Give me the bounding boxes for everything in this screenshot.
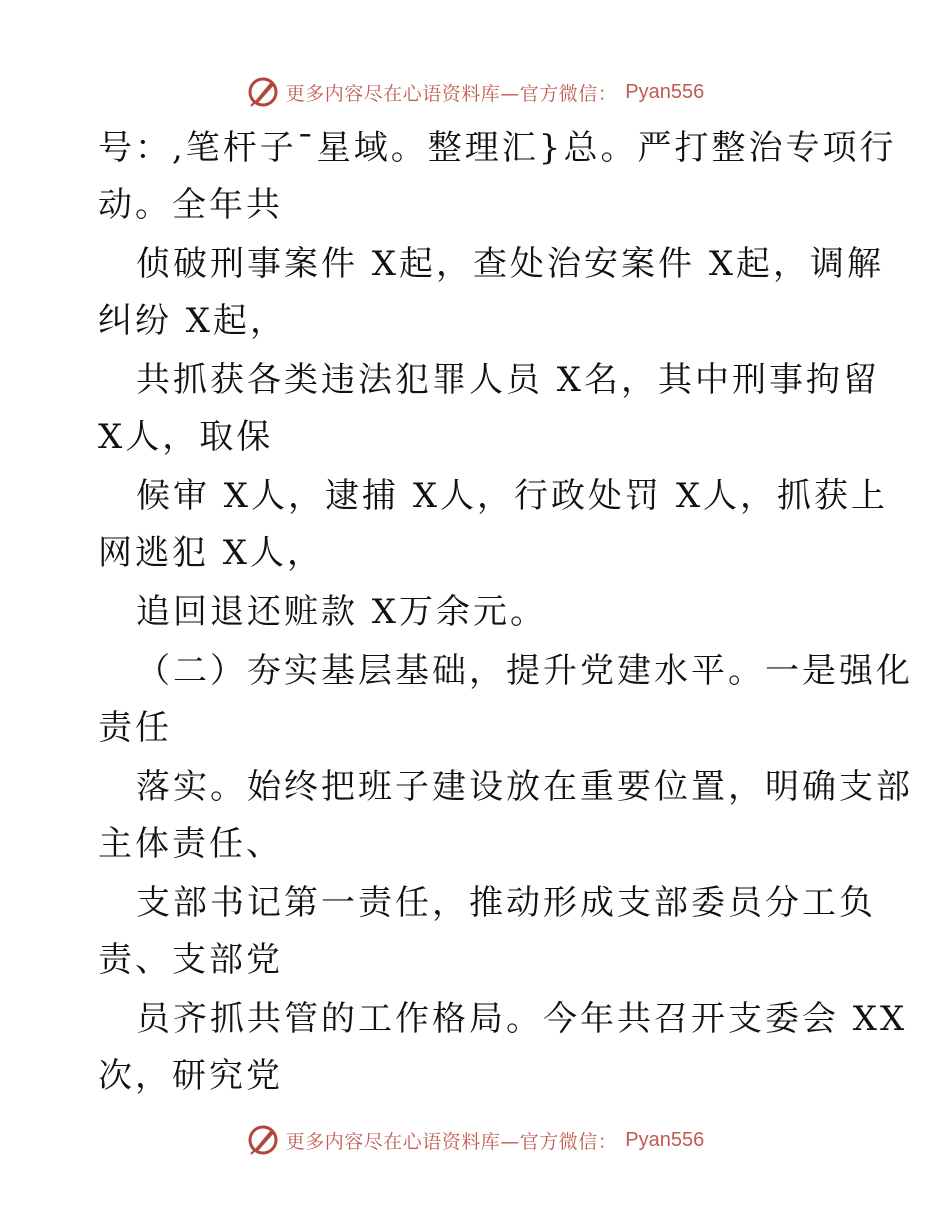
text-line: （二）夯实基层基础，提升党建水平。一是强化 bbox=[136, 651, 913, 691]
watermark-text: 更多内容尽在心语资料库—官方微信： bbox=[285, 82, 618, 105]
text-line: 支部书记第一责任，推动形成支部委员分工负 bbox=[136, 883, 876, 923]
text-line: 次，研究党 bbox=[98, 1056, 283, 1096]
watermark-wechat-id: Pyan556 bbox=[625, 1128, 705, 1151]
watermark-wechat-id: Pyan556 bbox=[625, 80, 705, 103]
quill-logo-icon bbox=[246, 75, 280, 109]
text-line: 共抓获各类违法犯罪人员 X名，其中刑事拘留 bbox=[136, 360, 881, 400]
text-line: 责、支部党 bbox=[98, 940, 283, 980]
watermark-text: 更多内容尽在心语资料库—官方微信： bbox=[285, 1130, 618, 1153]
header-watermark bbox=[0, 72, 950, 112]
quill-logo-icon bbox=[246, 1123, 280, 1157]
text-line: 纠纷 X起， bbox=[98, 301, 288, 341]
text-line: 主体责任、 bbox=[98, 824, 283, 864]
text-line: 候审 X人，逮捕 X人，行政处罚 X人，抓获上 bbox=[136, 476, 889, 516]
text-line: 追回退还赃款 X万余元。 bbox=[136, 592, 548, 632]
text-line: 网逃犯 X人， bbox=[98, 533, 325, 573]
text-line: 动。全年共 bbox=[98, 185, 283, 225]
text-line: 号：,笔杆子¯星域。整理汇}总。严打整治专项行 bbox=[98, 128, 897, 168]
text-line: 落实。始终把班子建设放在重要位置，明确支部 bbox=[136, 767, 913, 807]
text-line: 员齐抓共管的工作格局。今年共召开支委会 XX bbox=[136, 999, 908, 1039]
footer-watermark bbox=[0, 1120, 950, 1160]
text-line: 责任 bbox=[98, 708, 172, 748]
text-line: X人，取保 bbox=[98, 417, 274, 457]
text-line: 侦破刑事案件 X起，查处治安案件 X起，调解 bbox=[136, 244, 885, 284]
